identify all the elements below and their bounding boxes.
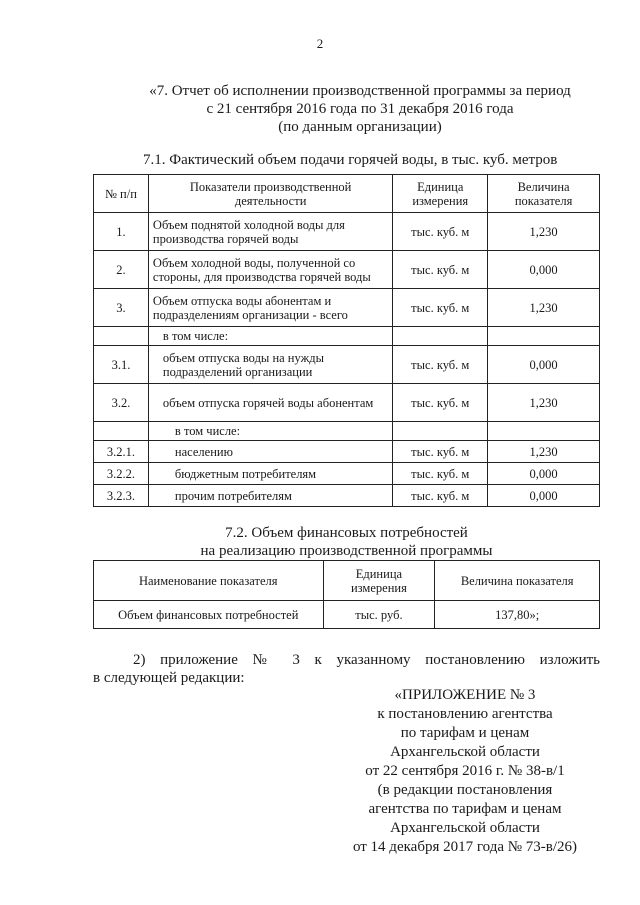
- appendix-line: Архангельской области: [390, 744, 540, 760]
- row-value: 137,80»;: [435, 601, 600, 629]
- appendix-line: агентства по тарифам и ценам: [368, 801, 562, 817]
- section-7-2-title-line-1: 7.2. Объем финансовых потребностей: [225, 525, 468, 541]
- row-name: бюджетным потребителям: [148, 463, 392, 485]
- row-value: 1,230: [488, 441, 600, 463]
- water-supply-table: [93, 174, 600, 507]
- row-name: Объем отпуска воды абонентам и подразделениям организации - всего: [148, 289, 392, 327]
- row-num: 3.2.1.: [94, 441, 149, 463]
- row-unit: тыс. руб.: [323, 601, 435, 629]
- section-7-1-title: 7.1. Фактический объем подачи горячей воды, в тыс. куб. метров: [143, 152, 558, 168]
- row-value: 0,000: [488, 485, 600, 507]
- row-name: Объем поднятой холодной воды для производства горячей воды: [148, 213, 392, 251]
- row-num: 3.2.: [94, 384, 149, 422]
- table-row: [94, 601, 600, 629]
- table-row: [94, 463, 600, 485]
- row-unit: тыс. куб. м: [393, 441, 488, 463]
- row-value: 1,230: [488, 213, 600, 251]
- row-num: 3.: [94, 289, 149, 327]
- row-unit: тыс. куб. м: [393, 289, 488, 327]
- row-num: 3.1.: [94, 346, 149, 384]
- appendix-line: (в редакции постановления: [377, 782, 553, 798]
- header-num: № п/п: [94, 175, 149, 213]
- section-7-2-title-line-2: на реализацию производственной программы: [200, 543, 493, 559]
- table-row: [94, 441, 600, 463]
- row-unit: тыс. куб. м: [393, 463, 488, 485]
- report-heading-line-1: «7. Отчет об исполнении производственной программы за период: [149, 83, 571, 99]
- row-name: прочим потребителям: [148, 485, 392, 507]
- appendix-line: по тарифам и ценам: [400, 725, 530, 741]
- row-value: 1,230: [488, 289, 600, 327]
- table-row: [94, 213, 600, 251]
- header-value: Величина показателя: [435, 561, 600, 601]
- table-row: [94, 327, 600, 346]
- appendix-line: Архангельской области: [390, 820, 540, 836]
- row-unit: тыс. куб. м: [393, 485, 488, 507]
- table-header-row: [94, 175, 600, 213]
- row-name: объем отпуска горячей воды абонентам: [148, 384, 392, 422]
- table-row: [94, 422, 600, 441]
- row-unit: тыс. куб. м: [393, 251, 488, 289]
- row-value: 1,230: [488, 384, 600, 422]
- table-row: [94, 485, 600, 507]
- appendix-line: от 14 декабря 2017 года № 73-в/26): [352, 839, 578, 855]
- table-row: [94, 289, 600, 327]
- row-unit: [393, 422, 488, 441]
- row-unit: тыс. куб. м: [393, 213, 488, 251]
- row-value: [488, 422, 600, 441]
- row-value: 0,000: [488, 346, 600, 384]
- row-unit: тыс. куб. м: [393, 346, 488, 384]
- row-value: 0,000: [488, 463, 600, 485]
- row-num: 1.: [94, 213, 149, 251]
- row-value: [488, 327, 600, 346]
- page-number: 2: [316, 36, 324, 51]
- header-unit: Единица измерения: [393, 175, 488, 213]
- table-header-row: [94, 561, 600, 601]
- row-num: 2.: [94, 251, 149, 289]
- row-unit: [393, 327, 488, 346]
- table-row: [94, 346, 600, 384]
- row-num: 3.2.3.: [94, 485, 149, 507]
- table-row: [94, 251, 600, 289]
- row-name: в том числе:: [148, 327, 392, 346]
- row-name: в том числе:: [148, 422, 392, 441]
- row-name: объем отпуска воды на нужды подразделений организации: [148, 346, 392, 384]
- row-name: населению: [148, 441, 392, 463]
- header-value: Величина показателя: [488, 175, 600, 213]
- header-indicator: Показатели производственной деятельности: [148, 175, 392, 213]
- row-unit: тыс. куб. м: [393, 384, 488, 422]
- financial-needs-table: [93, 560, 600, 629]
- appendix-line: к постановлению агентства: [377, 706, 553, 722]
- report-heading-line-3: (по данным организации): [278, 119, 442, 135]
- row-num: [94, 422, 149, 441]
- report-heading-line-2: с 21 сентября 2016 года по 31 декабря 2016 года: [206, 101, 514, 117]
- paragraph-line-1: 2) приложение № 3 к указанному постановлению изложить: [133, 652, 600, 668]
- row-name: Объем холодной воды, полученной со стороны, для производства горячей воды: [148, 251, 392, 289]
- table-row: [94, 384, 600, 422]
- paragraph-line-2: в следующей редакции:: [93, 670, 245, 686]
- row-value: 0,000: [488, 251, 600, 289]
- header-indicator-name: Наименование показателя: [94, 561, 324, 601]
- header-unit: Единица измерения: [323, 561, 435, 601]
- row-name: Объем финансовых потребностей: [94, 601, 324, 629]
- row-num: 3.2.2.: [94, 463, 149, 485]
- appendix-line: от 22 сентября 2016 г. № 38-в/1: [365, 763, 565, 779]
- appendix-title: «ПРИЛОЖЕНИЕ № 3: [394, 687, 536, 703]
- row-num: [94, 327, 149, 346]
